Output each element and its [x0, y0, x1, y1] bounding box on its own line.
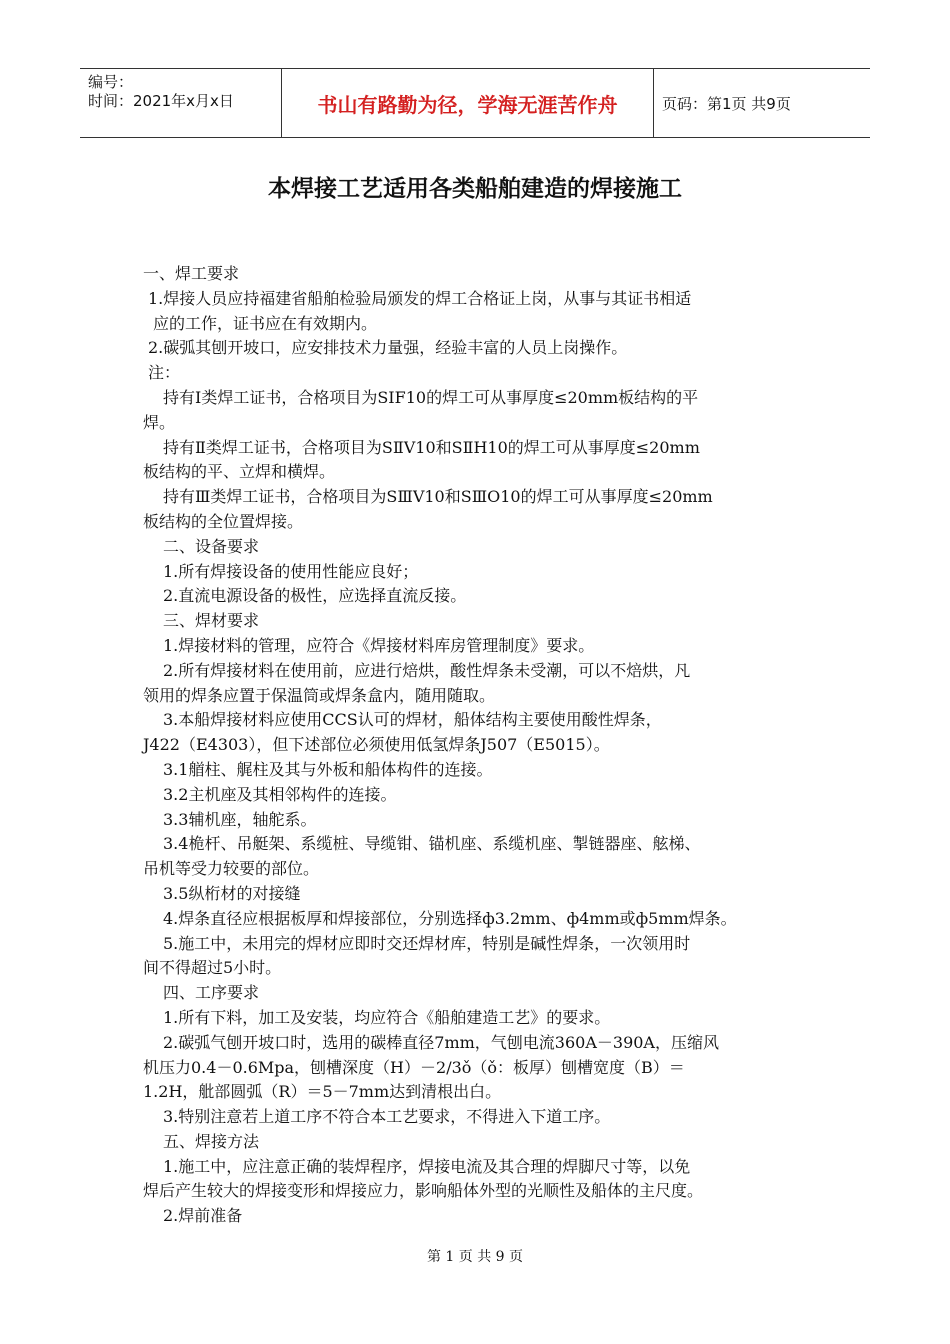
body-line: 1.所有下料，加工及安装，均应符合《船舶建造工艺》的要求。 — [163, 1007, 611, 1027]
section-heading: 四、工序要求 — [163, 983, 260, 1003]
body-line: 1.焊接人员应持福建省船舶检验局颁发的焊工合格证上岗，从事与其证书相适 — [148, 288, 692, 308]
body-line: 3.2主机座及其相邻构件的连接。 — [163, 784, 397, 804]
header-table — [80, 68, 870, 138]
body-line: 持有Ⅲ类焊工证书，合格项目为SⅢV10和SⅢO10的焊工可从事厚度≤20mm — [163, 487, 713, 507]
body-line: 2.碳弧气刨开坡口时，选用的碳棒直径7mm，气刨电流360A－390A，压缩风 — [163, 1032, 719, 1052]
body-line: 2.碳弧其刨开坡口，应安排技术力量强，经验丰富的人员上岗操作。 — [148, 338, 628, 358]
body-line: J422（E4303），但下述部位必须使用低氢焊条J507（E5015）。 — [143, 735, 610, 755]
body-line: 吊机等受力较要的部位。 — [143, 859, 320, 879]
body-line: 3.5纵桁材的对接缝 — [163, 883, 301, 903]
body-line: 3.本船焊接材料应使用CCS认可的焊材，船体结构主要使用酸性焊条， — [163, 710, 662, 730]
body-line: 1.施工中，应注意正确的装焊程序，焊接电流及其合理的焊脚尺寸等，以免 — [163, 1156, 691, 1176]
body-line: 领用的焊条应置于保温筒或焊条盒内，随用随取。 — [143, 685, 496, 705]
body-line: 2.所有焊接材料在使用前，应进行焙烘，酸性焊条未受潮，可以不焙烘，凡 — [163, 660, 691, 680]
number-label: 编号： — [88, 73, 134, 91]
body-line: 注： — [148, 363, 181, 383]
body-line: 应的工作，证书应在有效期内。 — [153, 313, 378, 333]
section-heading: 二、设备要求 — [163, 536, 260, 556]
body-line: 持有Ⅰ类焊工证书，合格项目为SⅠF10的焊工可从事厚度≤20mm板结构的平 — [163, 387, 699, 407]
body-line: 焊后产生较大的焊接变形和焊接应力，影响船体外型的光顺性及船体的主尺度。 — [143, 1181, 704, 1201]
body-line: 持有Ⅱ类焊工证书，合格项目为SⅡV10和SⅡH10的焊工可从事厚度≤20mm — [163, 437, 700, 457]
body-line: 3.1艏柱、艉柱及其与外板和船体构件的连接。 — [163, 759, 493, 779]
header-page-info: 页码：第1页 共9页 — [662, 94, 791, 113]
body-line: 间不得超过5小时。 — [143, 958, 282, 978]
section-heading: 五、焊接方法 — [163, 1131, 260, 1151]
body-line: 5.施工中，未用完的焊材应即时交还焊材库，特别是碱性焊条，一次领用时 — [163, 933, 691, 953]
body-line: 3.3辅机座，轴舵系。 — [163, 809, 317, 829]
time-label: 时间：2021年x月x日 — [88, 92, 234, 110]
page-footer: 第 1 页 共 9 页 — [426, 1249, 524, 1265]
document-body — [143, 262, 808, 1229]
document-title: 本焊接工艺适用各类船舶建造的焊接施工 — [268, 176, 682, 202]
section-heading: 三、焊材要求 — [163, 611, 260, 631]
body-line: 一、焊工要求 — [143, 264, 240, 283]
body-line: 板结构的全位置焊接。 — [143, 511, 304, 531]
header-left-cell — [80, 69, 282, 137]
body-line: 2.焊前准备 — [163, 1206, 243, 1226]
header-slogan: 书山有路勤为径，学海无涯苦作舟 — [282, 69, 654, 137]
body-line: 2.直流电源设备的极性，应选择直流反接。 — [163, 586, 467, 606]
body-line: 3.4桅杆、吊艇架、系缆桩、导缆钳、锚机座、系缆机座、掣链器座、舷梯、 — [163, 834, 701, 854]
body-line: 1.焊接材料的管理，应符合《焊接材料库房管理制度》要求。 — [163, 635, 595, 655]
body-line: 机压力0.4－0.6Mpa，刨槽深度（H）－2/3ǒ（ǒ：板厚）刨槽宽度（B）＝ — [143, 1057, 685, 1077]
body-line: 3.特别注意若上道工序不符合本工艺要求，不得进入下道工序。 — [163, 1107, 611, 1127]
body-line: 4.焊条直径应根据板厚和焊接部位，分别选择ф3.2mm、ф4mm或ф5mm焊条。 — [163, 908, 737, 928]
body-line: 焊。 — [143, 412, 176, 432]
body-line: 1.所有焊接设备的使用性能应良好； — [163, 561, 419, 581]
body-line: 1.2H，舭部圆弧（R）＝5－7mm达到清根出白。 — [143, 1082, 502, 1102]
body-line: 板结构的平、立焊和横焊。 — [143, 462, 336, 482]
